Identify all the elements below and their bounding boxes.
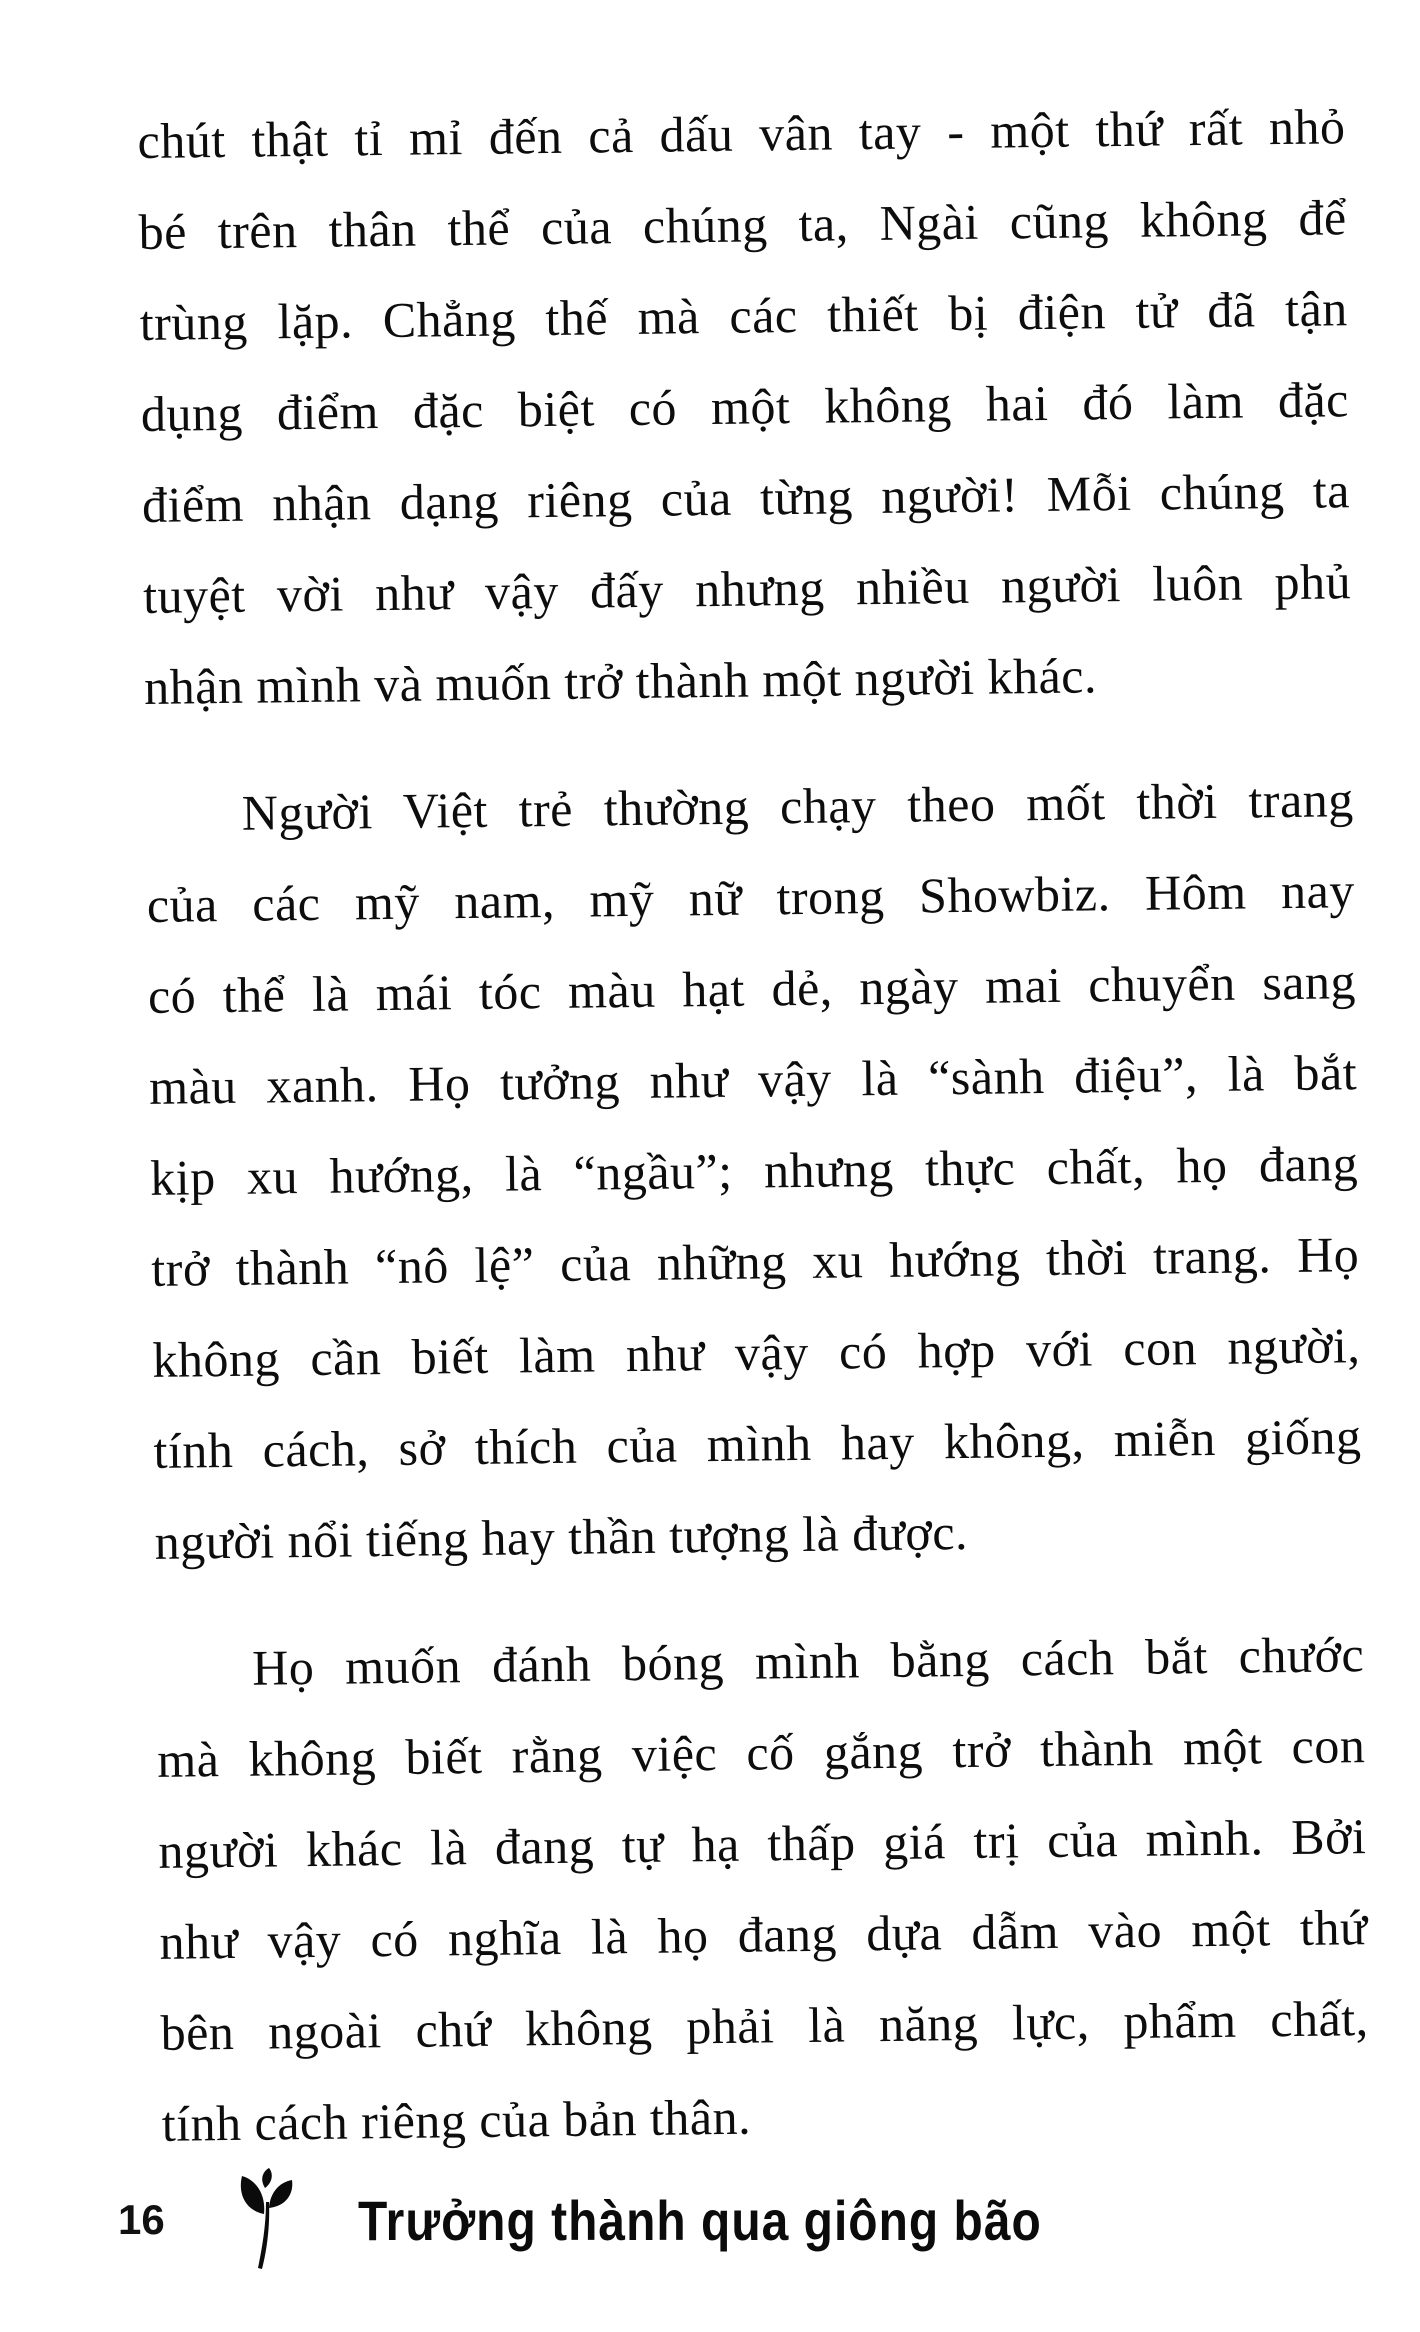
text-line: dụng điểm đặc biệt có một không hai đó làm đặc: [140, 371, 1350, 442]
text-line: có thể là mái tóc màu hạt dẻ, ngày mai chuyển sang: [147, 953, 1357, 1024]
text-line: không cần biết làm như vậy có hợp với con người,: [152, 1317, 1361, 1388]
text-line: bé trên thân thể của chúng ta, Ngài cũng không để: [138, 189, 1347, 260]
text-line: người khác là đang tự hạ thấp giá trị của mình. Bởi: [158, 1808, 1367, 1879]
text-line: nhận mình và muốn trở thành một người khác.: [143, 647, 1098, 715]
text-line: của các mỹ nam, mỹ nữ trong Showbiz. Hôm nay: [146, 862, 1356, 933]
text-line: người nổi tiếng hay thần tượng là được.: [154, 1503, 969, 1570]
text-line: Người Việt trẻ thường chạy theo mốt thời trang: [241, 771, 1355, 841]
text-line: màu xanh. Họ tưởng như vậy là “sành điệu”, là bắt: [148, 1044, 1358, 1115]
text-line: điểm nhận dạng riêng của từng người! Mỗi chúng ta: [141, 462, 1351, 533]
running-title: Trưởng thành qua giông bão: [358, 2188, 1042, 2252]
text-line: kịp xu hướng, là “ngầu”; nhưng thực chất, họ đang: [149, 1135, 1359, 1206]
page-text: [137, 81, 1370, 2170]
text-line: mà không biết rằng việc cố gắng trở thành một con: [156, 1717, 1366, 1788]
text-line: bên ngoài chứ không phải là năng lực, phẩm chất,: [160, 1990, 1369, 2061]
text-line: trùng lặp. Chẳng thế mà các thiết bị điện tử đã tận: [139, 280, 1349, 351]
page-number: 16: [118, 2196, 165, 2243]
text-line: tuyệt vời như vậy đấy nhưng nhiều người luôn phủ: [142, 553, 1352, 624]
text-line: tính cách, sở thích của mình hay không, miễn giống: [153, 1408, 1362, 1479]
text-line: trở thành “nô lệ” của những xu hướng thời trang. Họ: [150, 1226, 1360, 1297]
sprout-icon: [236, 2168, 298, 2272]
text-line: tính cách riêng của bản thân.: [161, 2088, 752, 2152]
page-footer: [118, 2168, 1318, 2272]
text-line: Họ muốn đánh bóng mình bằng cách bắt chước: [251, 1626, 1365, 1696]
text-line: như vậy có nghĩa là họ đang dựa dẫm vào một thứ: [159, 1899, 1368, 1970]
text-line: chút thật tỉ mỉ đến cả dấu vân tay - một thứ rất nhỏ: [137, 98, 1346, 169]
